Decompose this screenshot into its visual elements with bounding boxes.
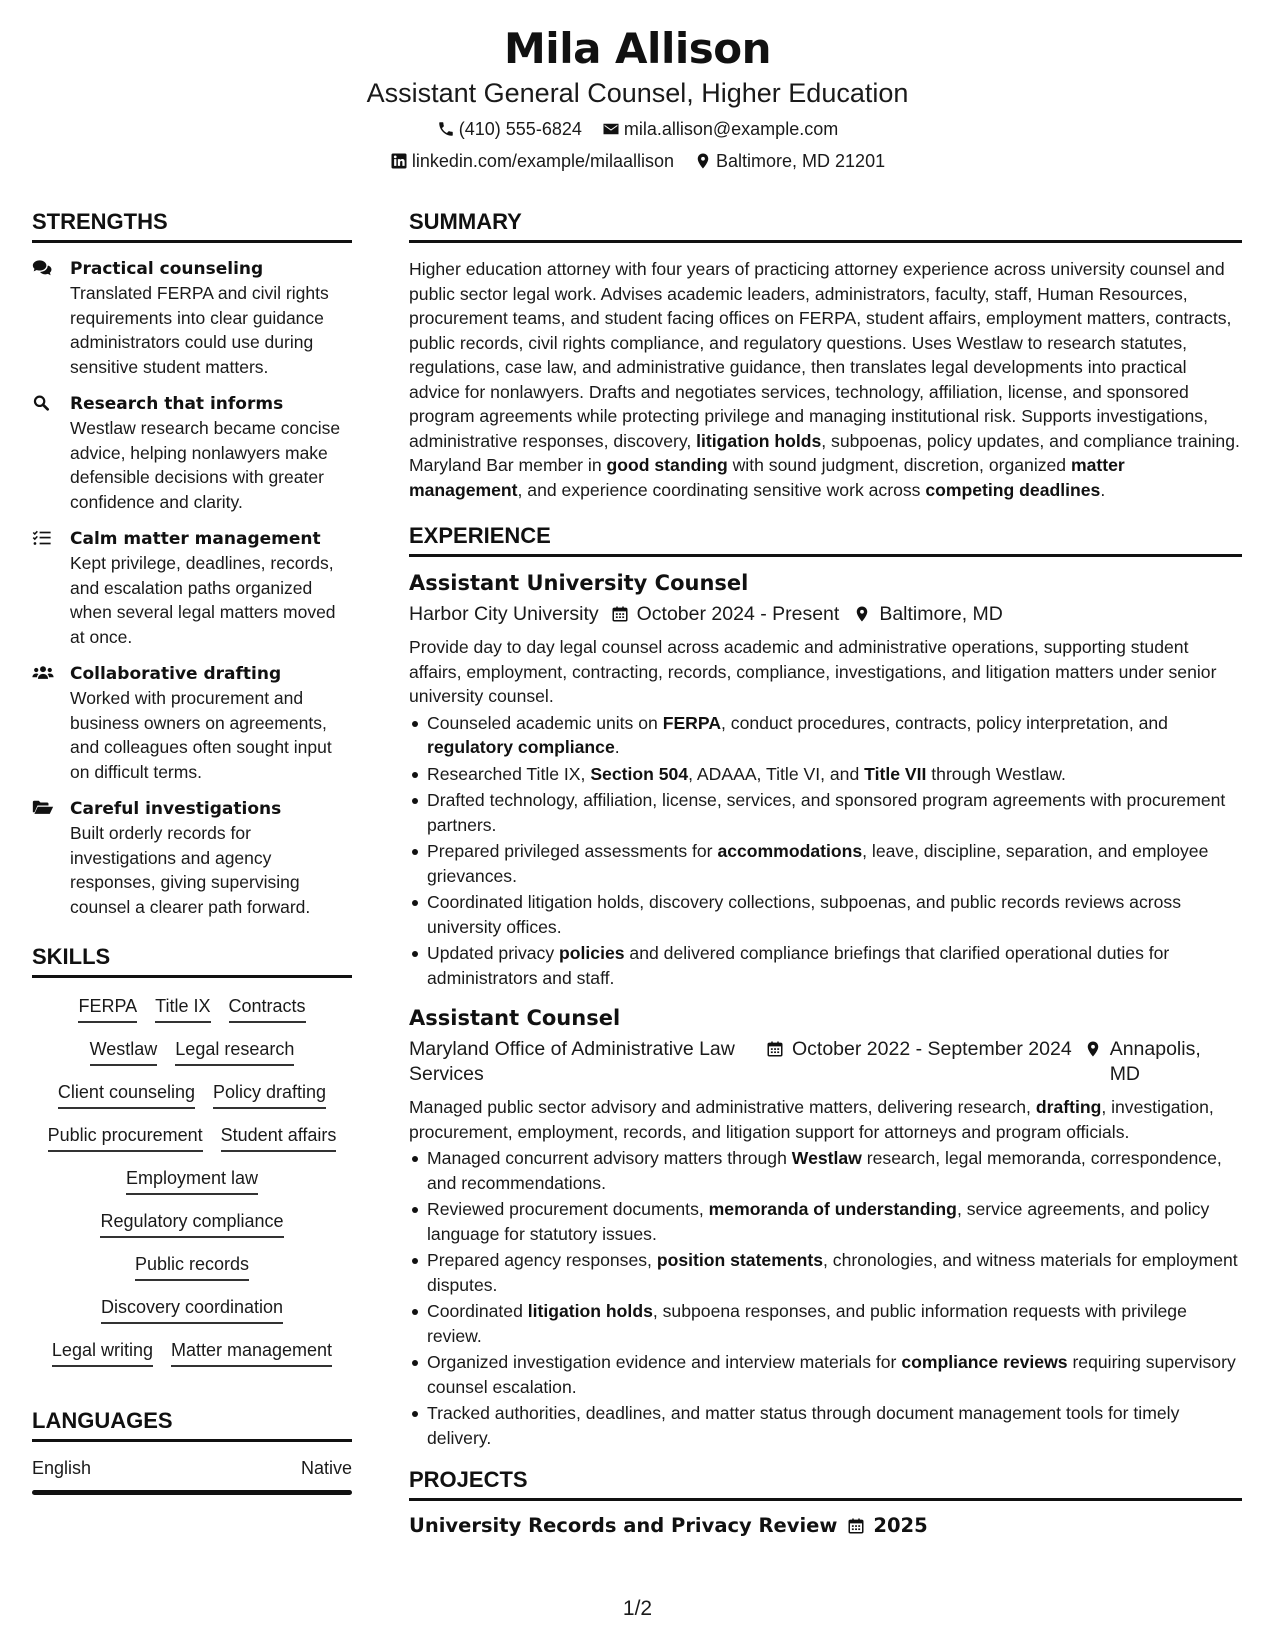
skills-list bbox=[32, 992, 352, 1367]
location-contact bbox=[694, 149, 885, 173]
strength-item bbox=[32, 662, 352, 784]
skill-tag: Legal research bbox=[175, 1037, 294, 1066]
bullet-item: Reviewed procurement documents, memoranda of understanding, service agreements, and policy language for statutory issues. bbox=[409, 1197, 1242, 1246]
skills-row bbox=[36, 1338, 348, 1367]
map-pin-icon bbox=[853, 605, 871, 623]
job-bullets bbox=[409, 711, 1242, 991]
comments-icon bbox=[32, 257, 58, 379]
skill-tag: Legal writing bbox=[52, 1338, 153, 1367]
skills-row bbox=[36, 1080, 348, 1109]
job-meta bbox=[409, 1037, 1242, 1087]
map-pin-icon bbox=[1084, 1040, 1102, 1058]
experience-heading: EXPERIENCE bbox=[409, 522, 1242, 557]
job-org: Harbor City University bbox=[409, 603, 599, 625]
skill-tag: Client counseling bbox=[58, 1080, 195, 1109]
list-check-icon bbox=[32, 527, 58, 649]
calendar-icon bbox=[611, 605, 629, 623]
job-title: Assistant University Counsel bbox=[409, 571, 749, 595]
bullet-item: Researched Title IX, Section 504, ADAAA, Title VI, and Title VII through Westlaw. bbox=[409, 762, 1242, 787]
summary-text: Higher education attorney with four years of practicing attorney experience across university counsel and public sector legal work. Advises academic leaders, administrators, faculty, staff, Human Resources, procurement teams, and student facing offices on FERPA, student affairs, employment matters, contracts, public records, civil rights compliance, and regulatory questions. Uses Westlaw to research statutes, regulations, case law, and administrative guidance, then translates legal developments into practical advice for nonlawyers. Drafts and negotiates services, technology, affiliation, license, and sponsored program agreements while protecting privilege and managing institutional risk. Supports investigations, administrative responses, discovery, litigation holds, subpoenas, policy updates, and compliance training. Maryland Bar member in good standing with sound judgment, discretion, organized matter management, and experience coordinating sensitive work across competing deadlines. bbox=[409, 259, 1240, 500]
strength-desc: Built orderly records for investigations and agency responses, giving supervising counsel a clearer path forward. bbox=[70, 823, 311, 917]
phone-contact bbox=[437, 117, 582, 141]
skill-tag: Student affairs bbox=[221, 1123, 337, 1152]
language-name: English bbox=[32, 1458, 92, 1478]
phone-text[interactable]: (410) 555-6824 bbox=[458, 119, 582, 139]
job-title: Assistant Counsel bbox=[409, 1006, 621, 1030]
strength-desc: Kept privilege, deadlines, records, and escalation paths organized when several legal matters moved at once. bbox=[70, 553, 336, 647]
job-org: Maryland Office of Administrative Law Services bbox=[409, 1038, 735, 1085]
job-dates: October 2024 - Present bbox=[611, 602, 840, 627]
contact-row-1 bbox=[0, 117, 1275, 141]
strength-item bbox=[32, 392, 352, 514]
linkedin-text[interactable]: linkedin.com/example/milaallison bbox=[411, 151, 675, 171]
project-entry bbox=[409, 1513, 1242, 1539]
bullet-item: Drafted technology, affiliation, license, services, and sponsored program agreements with procurement partners. bbox=[409, 788, 1242, 837]
job-location: Annapolis, MD bbox=[1084, 1037, 1209, 1087]
left-column bbox=[32, 208, 352, 1495]
candidate-name: Mila Allison bbox=[504, 24, 771, 73]
strengths-heading: STRENGTHS bbox=[32, 208, 352, 243]
strength-item bbox=[32, 797, 352, 919]
skill-tag: Public records bbox=[135, 1252, 249, 1281]
job-description: Provide day to day legal counsel across academic and administrative operations, supporting student affairs, employment, contracting, records, compliance, investigations, and litigation matters under senior university counsel. bbox=[409, 637, 1217, 706]
strength-desc: Translated FERPA and civil rights requirements into clear guidance administrators could use during sensitive student matters. bbox=[70, 283, 329, 377]
skill-tag: Title IX bbox=[155, 994, 210, 1023]
bullet-item: Counseled academic units on FERPA, conduct procedures, contracts, policy interpretation, and regulatory compliance. bbox=[409, 711, 1242, 760]
linkedin-icon bbox=[390, 152, 408, 170]
resume-header bbox=[0, 22, 1275, 173]
strength-title: Research that informs bbox=[70, 394, 284, 414]
candidate-title: Assistant General Counsel, Higher Education bbox=[366, 78, 909, 108]
skills-row bbox=[36, 1209, 348, 1238]
summary-heading: SUMMARY bbox=[409, 208, 1242, 243]
skill-tag: FERPA bbox=[78, 994, 137, 1023]
job-dates: October 2022 - September 2024 bbox=[766, 1037, 1072, 1062]
contact-row-2 bbox=[0, 149, 1275, 173]
skill-tag: Employment law bbox=[126, 1166, 258, 1195]
language-level: Native bbox=[300, 1458, 352, 1478]
job-entry bbox=[409, 569, 1242, 990]
calendar-icon bbox=[847, 1517, 865, 1535]
email-contact bbox=[602, 117, 838, 141]
bullet-item: Prepared privileged assessments for accommodations, leave, discipline, separation, and employee grievances. bbox=[409, 839, 1242, 888]
strength-desc: Worked with procurement and business owners on agreements, and colleagues often sought input on difficult terms. bbox=[70, 688, 332, 782]
bullet-item: Tracked authorities, deadlines, and matter status through document management tools for timely delivery. bbox=[409, 1401, 1242, 1450]
strength-title: Careful investigations bbox=[70, 799, 282, 819]
strength-desc: Westlaw research became concise advice, helping nonlawyers make defensible decisions with greater confidence and clarity. bbox=[70, 418, 341, 512]
strength-title: Collaborative drafting bbox=[70, 664, 282, 684]
job-description: Managed public sector advisory and administrative matters, delivering research, drafting, investigation, procurement, employment, records, and litigation support for attorneys and program officials. bbox=[409, 1097, 1214, 1142]
bullet-item: Prepared agency responses, position statements, chronologies, and witness materials for employment disputes. bbox=[409, 1248, 1242, 1297]
phone-icon bbox=[437, 120, 455, 138]
calendar-icon bbox=[766, 1040, 784, 1058]
skill-tag: Regulatory compliance bbox=[100, 1209, 283, 1238]
linkedin-contact bbox=[390, 149, 674, 173]
skills-row bbox=[36, 1123, 348, 1152]
job-location: Baltimore, MD bbox=[853, 602, 1003, 627]
skills-row bbox=[36, 1295, 348, 1324]
strength-item bbox=[32, 527, 352, 649]
location-text: Baltimore, MD 21201 bbox=[716, 151, 886, 171]
skill-tag: Discovery coordination bbox=[101, 1295, 283, 1324]
email-text[interactable]: mila.allison@example.com bbox=[623, 119, 839, 139]
job-entry bbox=[409, 1004, 1242, 1450]
strength-title: Practical counseling bbox=[70, 259, 264, 279]
skills-row bbox=[36, 994, 348, 1023]
projects-heading: PROJECTS bbox=[409, 1466, 1242, 1501]
skill-tag: Matter management bbox=[171, 1338, 332, 1367]
project-date: 2025 bbox=[847, 1513, 927, 1539]
search-icon bbox=[32, 392, 58, 514]
bullet-item: Coordinated litigation holds, subpoena responses, and public information requests with privilege review. bbox=[409, 1299, 1242, 1348]
job-bullets bbox=[409, 1146, 1242, 1450]
skills-row bbox=[36, 1037, 348, 1066]
bullet-item: Organized investigation evidence and interview materials for compliance reviews requiring supervisory counsel escalation. bbox=[409, 1350, 1242, 1399]
right-column bbox=[409, 208, 1242, 1539]
envelope-icon bbox=[602, 120, 620, 138]
bullet-item: Coordinated litigation holds, discovery collections, subpoenas, and public records reviews across university offices. bbox=[409, 890, 1242, 939]
skill-tag: Contracts bbox=[229, 994, 306, 1023]
language-level-bar bbox=[32, 1490, 352, 1495]
bullet-item: Updated privacy policies and delivered compliance briefings that clarified operational duties for administrators and staff. bbox=[409, 941, 1242, 990]
users-icon bbox=[32, 662, 58, 784]
strength-title: Calm matter management bbox=[70, 529, 321, 549]
skills-heading: SKILLS bbox=[32, 943, 352, 978]
skills-row bbox=[36, 1166, 348, 1195]
language-item bbox=[32, 1456, 352, 1480]
bullet-item: Managed concurrent advisory matters through Westlaw research, legal memoranda, correspondence, and recommendations. bbox=[409, 1146, 1242, 1195]
job-meta bbox=[409, 602, 1242, 627]
strength-item bbox=[32, 257, 352, 379]
folder-open-icon bbox=[32, 797, 58, 919]
skills-row bbox=[36, 1252, 348, 1281]
languages-heading: LANGUAGES bbox=[32, 1407, 352, 1442]
skill-tag: Westlaw bbox=[90, 1037, 158, 1066]
map-pin-icon bbox=[694, 152, 712, 170]
skill-tag: Policy drafting bbox=[213, 1080, 326, 1109]
project-title: University Records and Privacy Review bbox=[409, 1514, 838, 1537]
skill-tag: Public procurement bbox=[48, 1123, 203, 1152]
page-number: 1/2 bbox=[622, 1597, 653, 1620]
